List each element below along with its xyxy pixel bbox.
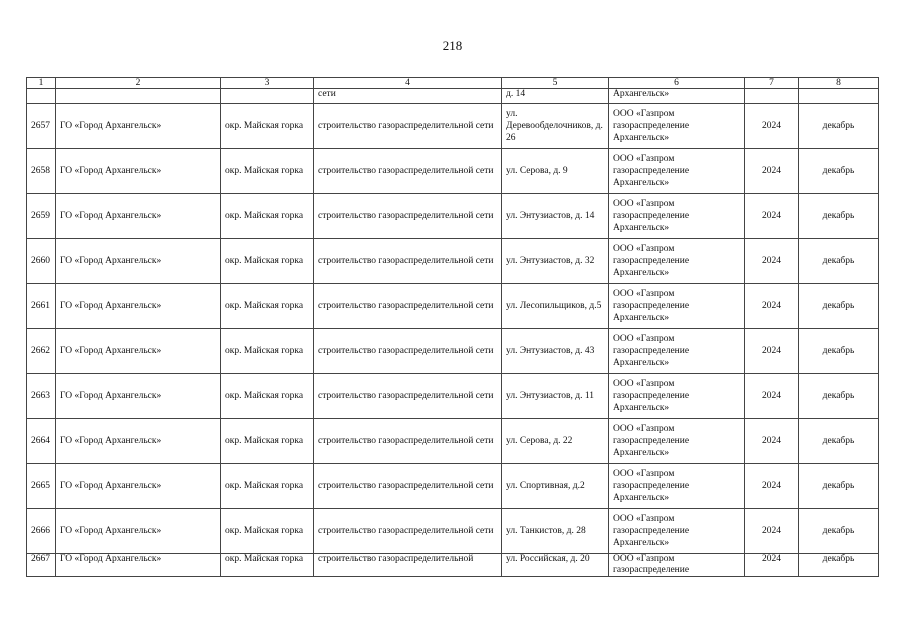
cell-district	[221, 89, 314, 104]
cell-number: 2660	[27, 239, 56, 284]
cell-year: 2024	[745, 239, 799, 284]
cell-year: 2024	[745, 374, 799, 419]
cell-month: декабрь	[799, 554, 879, 577]
cell-municipality: ГО «Город Архангельск»	[56, 509, 221, 554]
cell-number: 2666	[27, 509, 56, 554]
cell-organization: ООО «Газпром газораспределение Архангельск»	[609, 284, 745, 329]
cell-work: строительство газораспределительной сети	[314, 509, 502, 554]
cell-work: строительство газораспределительной сети	[314, 149, 502, 194]
cell-number	[27, 89, 56, 104]
cell-address: ул. Энтузиастов, д. 32	[502, 239, 609, 284]
cell-month: декабрь	[799, 104, 879, 149]
cell-month	[799, 89, 879, 104]
cell-municipality: ГО «Город Архангельск»	[56, 554, 221, 577]
cell-number: 2661	[27, 284, 56, 329]
cell-organization: ООО «Газпром газораспределение Архангельск»	[609, 464, 745, 509]
cell-district: окр. Майская горка	[221, 374, 314, 419]
cell-work: строительство газораспределительной сети	[314, 374, 502, 419]
cell-number: 2664	[27, 419, 56, 464]
table-row	[27, 239, 879, 284]
cell-district: окр. Майская горка	[221, 149, 314, 194]
cell-year: 2024	[745, 554, 799, 577]
cell-address: ул. Спортивная, д.2	[502, 464, 609, 509]
register-table	[26, 77, 879, 577]
cell-work: строительство газораспределительной сети	[314, 419, 502, 464]
table-row	[27, 509, 879, 554]
cell-number: 2657	[27, 104, 56, 149]
column-header: 3	[221, 78, 314, 89]
cell-month: декабрь	[799, 329, 879, 374]
page-number: 218	[442, 38, 463, 53]
cell-month: декабрь	[799, 239, 879, 284]
table-row-last	[27, 554, 879, 577]
cell-number: 2658	[27, 149, 56, 194]
cell-organization: ООО «Газпром газораспределение Архангельск»	[609, 509, 745, 554]
cell-number: 2663	[27, 374, 56, 419]
cell-municipality: ГО «Город Архангельск»	[56, 239, 221, 284]
cell-address: ул. Деревообделочников, д. 26	[502, 104, 609, 149]
cell-address: ул. Лесопильщиков, д.5	[502, 284, 609, 329]
cell-address: ул. Серова, д. 22	[502, 419, 609, 464]
cell-work: строительство газораспределительной сети	[314, 239, 502, 284]
cell-work: строительство газораспределительной	[314, 554, 502, 577]
cell-organization: ООО «Газпром газораспределение Архангельск»	[609, 104, 745, 149]
table-row	[27, 329, 879, 374]
cell-address: д. 14	[502, 89, 609, 104]
cell-municipality: ГО «Город Архангельск»	[56, 329, 221, 374]
column-header: 4	[314, 78, 502, 89]
cell-year: 2024	[745, 194, 799, 239]
cell-address: ул. Энтузиастов, д. 14	[502, 194, 609, 239]
column-header: 1	[27, 78, 56, 89]
table-row	[27, 374, 879, 419]
table-row	[27, 284, 879, 329]
cell-year: 2024	[745, 329, 799, 374]
cell-month: декабрь	[799, 419, 879, 464]
cell-year: 2024	[745, 284, 799, 329]
cell-municipality: ГО «Город Архангельск»	[56, 284, 221, 329]
cell-address: ул. Энтузиастов, д. 43	[502, 329, 609, 374]
table-row	[27, 104, 879, 149]
cell-month: декабрь	[799, 149, 879, 194]
cell-address: ул. Энтузиастов, д. 11	[502, 374, 609, 419]
cell-year: 2024	[745, 464, 799, 509]
cell-district: окр. Майская горка	[221, 464, 314, 509]
cell-work: строительство газораспределительной сети	[314, 194, 502, 239]
cell-year: 2024	[745, 149, 799, 194]
cell-organization: ООО «Газпром газораспределение Архангельск»	[609, 149, 745, 194]
cell-work: сети	[314, 89, 502, 104]
cell-number: 2667	[27, 554, 56, 577]
cell-address: ул. Танкистов, д. 28	[502, 509, 609, 554]
column-header: 2	[56, 78, 221, 89]
cell-municipality: ГО «Город Архангельск»	[56, 464, 221, 509]
cell-month: декабрь	[799, 374, 879, 419]
table-row	[27, 419, 879, 464]
cell-work: строительство газораспределительной сети	[314, 329, 502, 374]
cell-municipality: ГО «Город Архангельск»	[56, 419, 221, 464]
cell-organization: ООО «Газпром газораспределение	[609, 554, 745, 577]
cell-organization: ООО «Газпром газораспределение Архангельск»	[609, 419, 745, 464]
table-row	[27, 194, 879, 239]
cell-year: 2024	[745, 509, 799, 554]
cell-month: декабрь	[799, 194, 879, 239]
cell-number: 2665	[27, 464, 56, 509]
cell-district: окр. Майская горка	[221, 104, 314, 149]
cell-district: окр. Майская горка	[221, 554, 314, 577]
cell-district: окр. Майская горка	[221, 419, 314, 464]
cell-organization: ООО «Газпром газораспределение Архангельск»	[609, 329, 745, 374]
cell-organization: ООО «Газпром газораспределение Архангельск»	[609, 374, 745, 419]
continuation-row	[27, 89, 879, 104]
table-row	[27, 464, 879, 509]
cell-month: декабрь	[799, 284, 879, 329]
cell-municipality	[56, 89, 221, 104]
cell-work: строительство газораспределительной сети	[314, 104, 502, 149]
cell-municipality: ГО «Город Архангельск»	[56, 194, 221, 239]
cell-address: ул. Российская, д. 20	[502, 554, 609, 577]
cell-month: декабрь	[799, 509, 879, 554]
column-header: 5	[502, 78, 609, 89]
cell-municipality: ГО «Город Архангельск»	[56, 149, 221, 194]
cell-organization: ООО «Газпром газораспределение Архангельск»	[609, 194, 745, 239]
cell-district: окр. Майская горка	[221, 239, 314, 284]
column-header: 8	[799, 78, 879, 89]
cell-work: строительство газораспределительной сети	[314, 284, 502, 329]
cell-district: окр. Майская горка	[221, 194, 314, 239]
cell-year: 2024	[745, 104, 799, 149]
cell-district: окр. Майская горка	[221, 509, 314, 554]
column-header: 7	[745, 78, 799, 89]
cell-municipality: ГО «Город Архангельск»	[56, 374, 221, 419]
header-row	[27, 78, 879, 89]
cell-number: 2662	[27, 329, 56, 374]
cell-year	[745, 89, 799, 104]
table-row	[27, 149, 879, 194]
cell-month: декабрь	[799, 464, 879, 509]
cell-number: 2659	[27, 194, 56, 239]
cell-municipality: ГО «Город Архангельск»	[56, 104, 221, 149]
cell-address: ул. Серова, д. 9	[502, 149, 609, 194]
cell-organization: ООО «Газпром газораспределение Архангельск»	[609, 239, 745, 284]
cell-organization: Архангельск»	[609, 89, 745, 104]
cell-district: окр. Майская горка	[221, 284, 314, 329]
column-header: 6	[609, 78, 745, 89]
cell-year: 2024	[745, 419, 799, 464]
cell-district: окр. Майская горка	[221, 329, 314, 374]
cell-work: строительство газораспределительной сети	[314, 464, 502, 509]
